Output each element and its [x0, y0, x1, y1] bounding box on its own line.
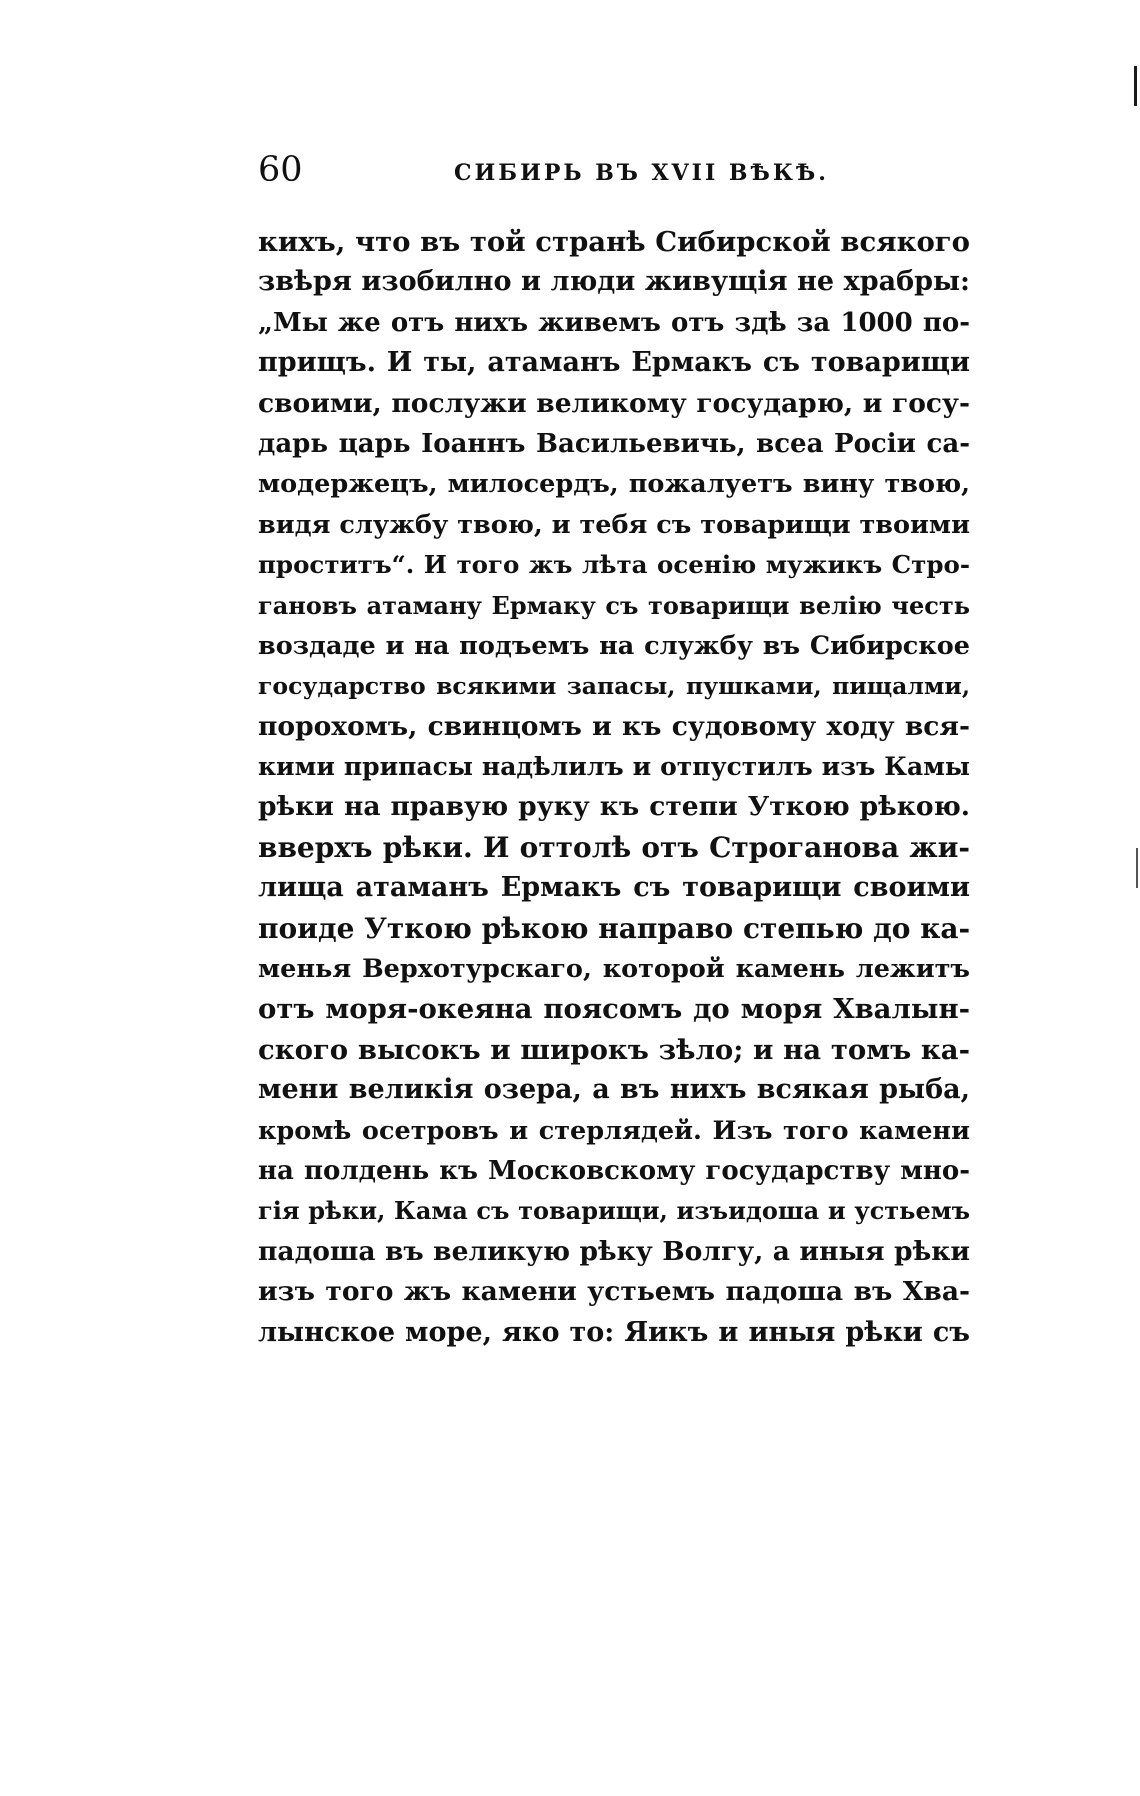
text-line: менья Верхотурскаго, которой камень лежитъ: [258, 954, 970, 985]
text-line: кими припасы надѣлилъ и отпустилъ изъ Камы: [258, 752, 970, 782]
text-line: дарь царь Іоаннъ Васильевичь, всеа Росіи са-: [258, 428, 970, 459]
text-line: прищъ. И ты, атаманъ Ермакъ съ товарищи: [258, 347, 970, 379]
text-line: проститъ“. И того жъ лѣта осенію мужикъ Стро-: [258, 550, 970, 580]
text-line: падоша въ великую рѣку Волгу, а иныя рѣки: [258, 1235, 970, 1267]
text-line: рѣки на правую руку къ степи Уткою рѣкою.: [258, 791, 970, 823]
text-line: своими, послужи великому государю, и госу-: [258, 387, 970, 419]
text-line: лища атаманъ Ермакъ съ товарищи своими: [258, 872, 970, 904]
text-line: модержецъ, милосердъ, пожалуетъ вину твою,: [258, 469, 970, 500]
text-line: ского высокъ и широкъ зѣло; и на томъ ка-: [258, 1033, 970, 1066]
text-line: гановъ атаману Ермаку съ товарищи велію честь: [258, 590, 970, 620]
text-line: воздаде и на подъемъ на службу въ Сибирское: [258, 630, 970, 661]
text-line: отъ моря-океяна поясомъ до моря Хвалын-: [258, 993, 970, 1026]
text-line: на полдень къ Московскому государству мно-: [258, 1155, 970, 1186]
text-line: вверхъ рѣки. И оттолѣ отъ Строганова жи-: [258, 830, 970, 864]
text-line: гія рѣки, Кама съ товарищи, изъидоша и устьемъ: [258, 1196, 970, 1226]
text-line: звѣря изобилно и люди живущія не храбры:: [258, 266, 970, 298]
text-line: „Мы же отъ нихъ живемъ отъ здѣ за 1000 по-: [258, 307, 970, 338]
text-line: изъ того жъ камени устьемъ падоша въ Хва-: [258, 1276, 970, 1308]
text-line: кихъ, что въ той странѣ Сибирской всякого: [258, 226, 970, 258]
text-line: поиде Уткою рѣкою направо степью до ка-: [258, 911, 971, 945]
text-line: мени великія озера, а въ нихъ всякая рыба,: [258, 1074, 970, 1106]
scan-edge-mark: [1134, 66, 1137, 106]
text-line: кромѣ осетровъ и стерлядей. Изъ того камени: [258, 1115, 970, 1146]
text-line: порохомъ, свинцомъ и къ судовому ходу вся-: [258, 710, 970, 742]
text-line: видя службу твою, и тебя съ товарищи твоими: [258, 509, 970, 540]
scan-edge-mark: [1136, 848, 1138, 888]
body-text: [258, 222, 970, 1353]
text-line: лынское море, яко то: Яикъ и иныя рѣки съ: [258, 1316, 970, 1348]
text-line: государство всякими запасы, пушками, пищалми,: [258, 672, 970, 701]
page-number: 60: [258, 150, 303, 190]
running-title: СИБИРЬ ВЪ XVII ВѢКѢ.: [454, 160, 829, 186]
page-header: [258, 150, 970, 200]
